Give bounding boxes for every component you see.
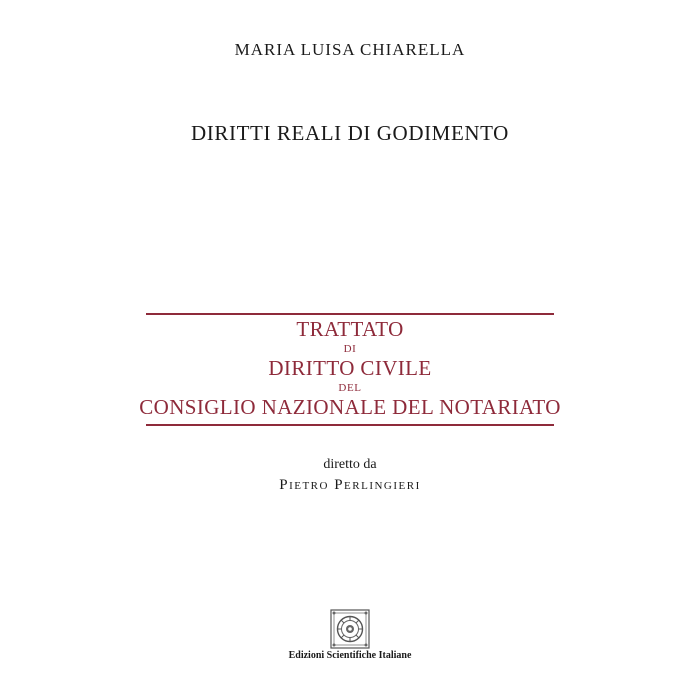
- series-line-diritto-civile: DIRITTO CIVILE: [268, 356, 432, 380]
- author-name: MARIA LUISA CHIARELLA: [234, 40, 466, 59]
- series-line-di: DI: [343, 343, 357, 355]
- publisher-emblem-icon: [330, 609, 370, 649]
- director-name: Pietro Perlingieri: [279, 477, 421, 493]
- publisher-name: Edizioni Scientifiche Italiane: [288, 650, 412, 661]
- series-block: [0, 317, 700, 420]
- series-line-del: DEL: [338, 382, 362, 394]
- series-bottom-rule: [146, 424, 554, 426]
- book-title: DIRITTI REALI DI GODIMENTO: [191, 121, 509, 145]
- publisher-emblem-svg: [330, 609, 370, 649]
- series-line-consiglio: CONSIGLIO NAZIONALE DEL NOTARIATO: [139, 395, 561, 419]
- series-line-trattato: TRATTATO: [296, 317, 404, 341]
- series-top-rule: [146, 313, 554, 315]
- directed-by-label: diretto da: [323, 457, 377, 472]
